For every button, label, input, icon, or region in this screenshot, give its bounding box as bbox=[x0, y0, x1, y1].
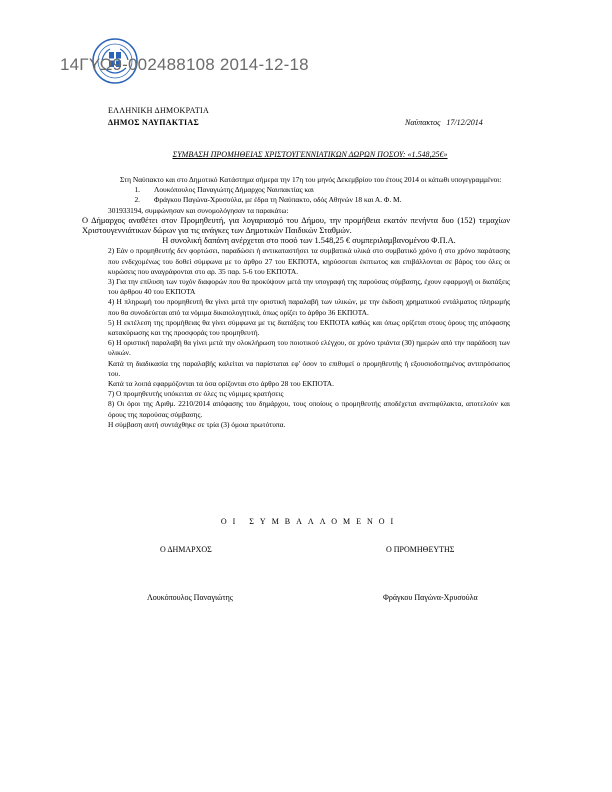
document-stamp: 14ΓΥΩ9-002488108 2014-12-18 bbox=[60, 55, 309, 74]
term-6: 6) Η οριστική παραλαβή θα γίνει μετά την ολοκλήρωση του ποιοτικού ελέγχου, σε χρόνο τριάντα (30) ημερών από την παράδοση των υλικών. bbox=[108, 338, 510, 358]
term-2: 2) Εάν ο προμηθευτής δεν φορτώσει, παραδώσει ή αντικαταστήσει τα συμβατικά υλικά στο συμβατικό χρόνο ή στο χρόνο παράτασης που ενδεχομένως του δοθεί σύμφωνα με το άρθρο 27 του ΕΚΠΟΤΑ, κηρύσσεται έκπτωτος και επιβάλλονται σε βάρος του όλες οι κυρώσεις που αναγράφονται στο αρ. 35 παρ. 5-6 του ΕΚΠΟΤΑ. bbox=[108, 246, 510, 276]
term-6-receipt: Κατά τη διαδικασία της παραλαβής καλείται να παρίσταται εφ' όσον το επιθυμεί ο προμηθευτής ή εξουσιοδοτημένος αντιπρόσωπος του. bbox=[108, 358, 510, 378]
header-republic: ΕΛΛΗΝΙΚΗ ΔΗΜΟΚΡΑΤΙΑ bbox=[108, 106, 210, 115]
document-title: ΣΥΜΒΑΣΗ ΠΡΟΜΗΘΕΙΑΣ ΧΡΙΣΤΟΥΓΕΝΝΙΑΤΙΚΩΝ ΔΩΡΩΝ ΠΟΣΟΥ: «1.548,25€» bbox=[172, 150, 448, 159]
party-item-2 bbox=[108, 195, 510, 205]
party-item-1-text: Λουκόπουλος Παναγιώτης Δήμαρχος Ναυπακτίας και bbox=[154, 185, 314, 195]
mayor-name: Λουκόπουλος Παναγιώτης bbox=[147, 593, 233, 602]
term-3: 3) Για την επίλυση των τυχόν διαφορών που θα προκύψουν μετά την υπογραφή της παρούσας σύμβασης, έχουν εφαρμογή οι διατάξεις του άρθρου 40 του ΕΚΠΟΤΑ bbox=[108, 277, 510, 297]
term-7: 7) Ο προμηθευτής υπόκειται σε όλες τις νόμιμες κρατήσεις bbox=[108, 389, 284, 399]
contracting-parties-heading: ΟΙ ΣΥΜΒΑΛΛΟΜΕΝΟΙ bbox=[220, 517, 400, 526]
closing-line: Η σύμβαση αυτή συντάχθηκε σε τρία (3) όμοια πρωτότυπα. bbox=[108, 419, 286, 429]
paragraph-total-cost: Η συνολική δαπάνη ανέρχεται στο ποσό των 1.548,25 € συμπεριλαμβανομένου Φ.Π.Α. bbox=[162, 236, 456, 246]
mayor-role: Ο ΔΗΜΑΡΧΟΣ bbox=[160, 545, 212, 554]
term-8: 8) Οι όροι της Αριθμ. 2210/2014 απόφασης του δημάρχου, τους οποίους ο προμηθευτής αποδέχεται ανεπιφύλακτα, αποτελούν και όρους της παρούσας σύμβασης. bbox=[108, 399, 510, 419]
supplier-role: Ο ΠΡΟΜΗΘΕΥΤΗΣ bbox=[386, 545, 455, 554]
party-item-2-number: 2. bbox=[134, 195, 140, 205]
party-item-1-number: 1. bbox=[134, 185, 140, 195]
term-5: 5) Η εκτέλεση της προμήθειας θα γίνει σύμφωνα με τις διατάξεις του ΕΚΠΟΤΑ καθώς και όπως ορίζεται στους όρους της απόφασης κατακύρωσης και της προσφοράς του προμηθευτή. bbox=[108, 317, 510, 338]
supplier-name: Φράγκου Παγώνα-Χρυσούλα bbox=[383, 593, 478, 602]
party-item-2-text: Φράγκου Παγώνα-Χρυσούλα, με έδρα τη Ναύπακτο, οδός Αθηνών 18 και Α. Φ. Μ. bbox=[154, 195, 402, 205]
header-municipality: ΔΗΜΟΣ ΝΑΥΠΑΚΤΙΑΣ bbox=[108, 118, 200, 127]
paragraph-assignment: Ο Δήμαρχος αναθέτει στον Προμηθευτή, για λογαριασμό του Δήμου, την προμήθεια εκατόν πενήντα δυο (152) τεμαχίων Χριστουγεννιάτικων δώρων για τις ανάγκες των Δημοτικών Παιδικών Σταθμών. bbox=[82, 215, 510, 236]
party-item-1 bbox=[108, 185, 510, 195]
header-date: Ναύπακτος 17/12/2014 bbox=[405, 118, 483, 127]
intro-paragraph: Στη Ναύπακτο και στο Δημοτικό Κατάστημα σήμερα την 17η του μηνός Δεκεμβρίου του έτους 2014 οι κάτωθι υπογεγραμμένοι: bbox=[120, 175, 502, 184]
contract-body bbox=[82, 175, 510, 430]
term-6-other: Κατά τα λοιπά εφαρμόζονται τα όσα ορίζονται στο άρθρο 28 του ΕΚΠΟΤΑ. bbox=[108, 379, 334, 389]
term-4: 4) Η πληρωμή του προμηθευτή θα γίνει μετά την οριστική παραλαβή των υλικών, με την έκδοση χρηματικού εντάλματος πληρωμής που θα συνοδεύεται από τα νόμιμα δικαιολογητικά, όπως ορίζει το άρθρο 36 ΕΚΠΟΤΑ. bbox=[108, 297, 510, 317]
party-item-2-continuation: 301933194, συμφώνησαν και συνομολόγησαν τα παρακάτω: bbox=[108, 205, 289, 215]
